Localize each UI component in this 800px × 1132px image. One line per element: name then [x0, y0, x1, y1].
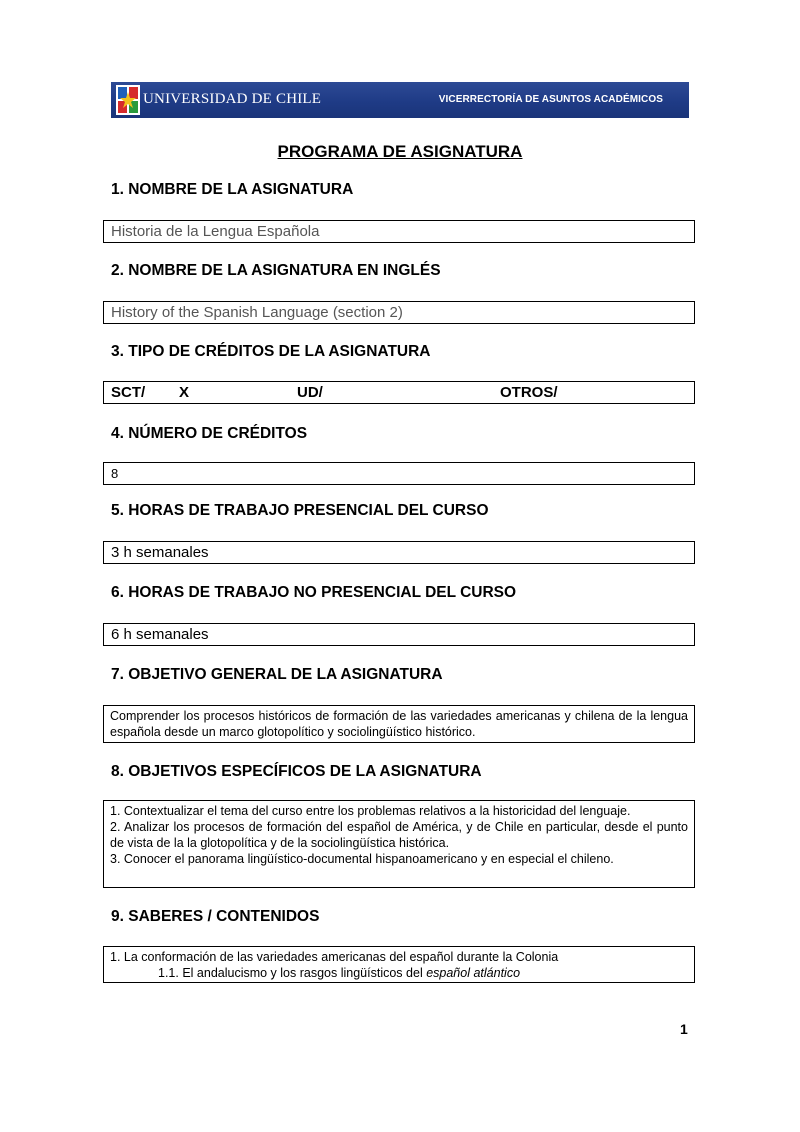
sct-label: SCT/	[111, 384, 146, 401]
section-7-heading: 7. OBJETIVO GENERAL DE LA ASIGNATURA	[111, 666, 443, 683]
sct-mark: X	[179, 384, 190, 401]
non-presential-hours-field: 6 h semanales	[103, 623, 695, 646]
content-item: 1. La conformación de las variedades americanas del español durante la Colonia	[110, 950, 559, 964]
credit-type-field	[103, 381, 695, 404]
document-title: PROGRAMA DE ASIGNATURA	[277, 142, 523, 161]
section-1-heading: 1. NOMBRE DE LA ASIGNATURA	[111, 181, 354, 198]
ud-label: UD/	[297, 384, 323, 401]
section-2-heading: 2. NOMBRE DE LA ASIGNATURA EN INGLÉS	[111, 262, 441, 279]
contents-field	[103, 946, 695, 983]
course-name-english-field: History of the Spanish Language (section 2)	[103, 301, 695, 324]
objective-item: 3. Conocer el panorama lingüístico-documental hispanoamericano y en especial el chileno.	[110, 852, 614, 866]
section-4-heading: 4. NÚMERO DE CRÉDITOS	[111, 425, 308, 442]
section-6-heading: 6. HORAS DE TRABAJO NO PRESENCIAL DEL CURSO	[111, 584, 517, 601]
university-name: UNIVERSIDAD DE CHILE	[143, 91, 322, 107]
content-subitem	[110, 965, 688, 981]
page-number: 1	[680, 1021, 688, 1037]
objective-item: 1. Contextualizar el tema del curso entre los problemas relativos a la historicidad del lenguaje.	[110, 804, 631, 818]
section-3-heading: 3. TIPO DE CRÉDITOS DE LA ASIGNATURA	[111, 343, 431, 360]
objective-item: 2. Analizar los procesos de formación del español de América, y de Chile en particular, desde el punto de vista de la la glotopolítica y de la sociolingüística histórica.	[110, 820, 688, 850]
content-subitem-text: 1.1. El andalucismo y los rasgos lingüísticos del	[158, 966, 427, 980]
specific-objectives-field	[103, 800, 695, 888]
credits-number-field: 8	[103, 462, 695, 485]
content-subitem-italic: español atlántico	[426, 966, 521, 980]
presential-hours-field: 3 h semanales	[103, 541, 695, 564]
vice-rectorate-name: VICERRECTORÍA DE ASUNTOS ACADÉMICOS	[438, 94, 663, 105]
header-banner	[111, 82, 689, 118]
course-name-field: Historia de la Lengua Española	[103, 220, 695, 243]
general-objective-field: Comprender los procesos históricos de formación de las variedades americanas y chilena de la lengua española desde un marco glotopolítico y sociolingüístico histórico.	[103, 705, 695, 743]
otros-label: OTROS/	[500, 384, 558, 401]
university-logo-icon	[115, 84, 141, 116]
section-9-heading: 9. SABERES / CONTENIDOS	[111, 908, 320, 925]
section-5-heading: 5. HORAS DE TRABAJO PRESENCIAL DEL CURSO	[111, 502, 489, 519]
section-8-heading: 8. OBJETIVOS ESPECÍFICOS DE LA ASIGNATURA	[111, 763, 482, 780]
